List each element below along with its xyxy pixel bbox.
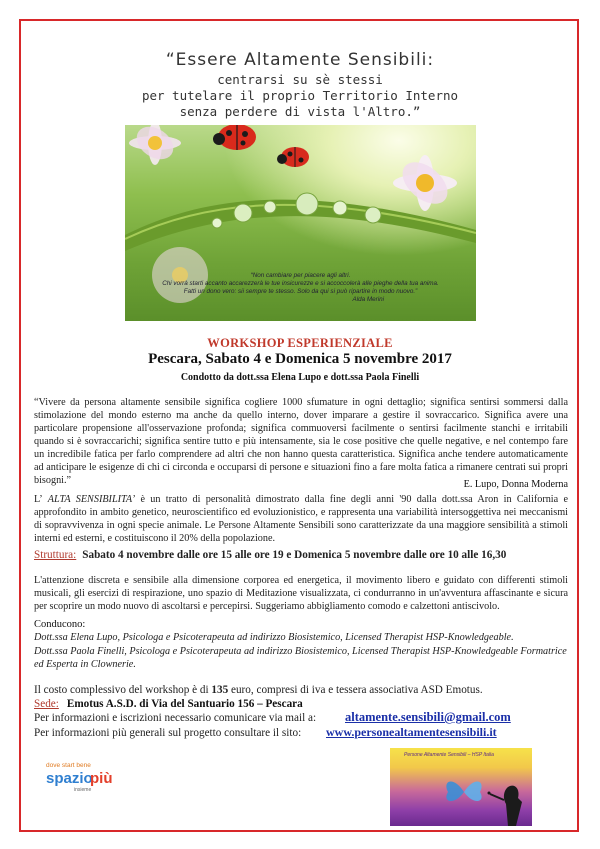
headline-line: per tutelare il proprio Territorio Interno (141, 88, 459, 103)
structure-row (34, 549, 506, 561)
structure-value: Sabato 4 novembre dalle ore 15 alle ore 19 e Domenica 5 novembre dalle ore 10 alle 16,30 (82, 549, 507, 561)
intro-paragraph: “Vivere da persona altamente sensibile significa cogliere 1000 sfumature in ogni dettaglio; significa sentirsi sommersi dalla stimolazione del mondo esterno ma anche da quello interno, dover imparare a gestire il sovraccarico. Significa avere una particolare propensione all'osservazione profonda; significa commuoversi facilmente o sentirsi facilmente stanchi e irritabili quando si è sovraccarichi; significa sentire tutto e più intensamente, sia le cose positive che quelle negative, e nel contempo fare un incredibile fatica per farlo comprendere ad altri che non hanno questa caratteristica. Significa anche tendere automaticamente ad anticipare le esigenze di chi ci circonda e occuparsi di persone e situazioni fino a fare molta fatica a rimanere centrati sui propri bisogni.” (34, 397, 568, 486)
headline-line: senza perdere di vista l'Altro.” (179, 104, 421, 119)
info-email-text: Per informazioni e iscrizioni necessario comunicare via mail a: (34, 712, 317, 724)
conductor-item: Dott.ssa Elena Lupo, Psicologa e Psicoterapeuta ad indirizzo Biosistemico, Licensed Therapist HSP-Knowledgeable. (34, 632, 514, 643)
logo-brand-a: spazio (46, 770, 93, 787)
logo-sub: insieme (74, 787, 92, 793)
info-site-text: Per informazioni più generali sul progetto consultare il sito: (34, 727, 302, 739)
conductors-heading: Conducono: (34, 619, 86, 630)
attention-paragraph: L'attenzione discreta e sensibile alla dimensione corporea ed energetica, il movimento libero e guidato con differenti stimoli musicali, gli esercizi di respirazione, uno spazio di Meditazione visualizzata, ci condurranno in un'avventura affascinante e sicura per scoprire un modo nuovo di ascoltarsi e percepirsi. Suggeriamo abbigliamento comodo e calzettoni antiscivolo. (34, 575, 568, 612)
website-link[interactable]: www.personealtamentesensibili.it (326, 725, 497, 739)
quote-author: Alda Merini (352, 296, 384, 303)
quote-line: Fatti un dono vero: sii sempre te stesso. Solo da qui si può ripartire in modo nuovo.” (183, 288, 418, 295)
quote-line: “Non cambiare per piacere agli altri. (250, 272, 351, 279)
hsp-logo-graphic (390, 748, 532, 826)
photo-quote (125, 272, 476, 304)
headline-line: centrarsi su sè stessi (217, 72, 383, 87)
cost-amount: 135 (211, 684, 229, 696)
alta-prefix: L’ (34, 494, 43, 505)
logo-tagline: dove start bene (46, 762, 91, 769)
spaziopiu-logo-graphic (44, 757, 119, 812)
hsp-italia-logo (390, 748, 532, 826)
hsp-logo-text: Persone Altamente Sensibili – HSP Italia (404, 752, 494, 758)
workshop-date: Pescara, Sabato 4 e Domenica 5 novembre 2017 (148, 351, 452, 367)
alta-sensibilita-paragraph (34, 493, 568, 545)
cost-line (34, 684, 483, 696)
venue-label: Sede: (34, 698, 59, 710)
spaziopiu-logo (44, 757, 119, 812)
headline-title: “Essere Altamente Sensibili: (165, 50, 435, 70)
cost-after: euro, compresi di iva e tessera associativa ASD Emotus. (228, 684, 483, 696)
alta-body: è un tratto di personalità dimostrato dalla fine degli anni '90 dalla dott.ssa Aron in California e approfondito in ambito genetico, neuroscientifico ed evoluzionistico, e rappresenta una variabilità intersoggettiva nei meccanismi di sopravvivenza in ogni specie animale. Le Persone Altamente Sensibili sono caratterizzate da una maggiore sensibilità a stimoli interni ed esterni, e costituiscono il 20% della popolazione. (34, 494, 568, 544)
structure-label: Struttura: (34, 549, 77, 561)
logo-brand-b: più (90, 770, 113, 787)
workshop-title: WORKSHOP ESPERIENZIALE (207, 336, 393, 350)
intro-signature-row (34, 479, 568, 490)
quote-line: Chi vorrà starti accanto accarezzerà le tue insicurezze e si accoccolerà alle pieghe della tua anima. (162, 280, 439, 287)
venue-value: Emotus A.S.D. di Via del Santuario 156 – Pescara (66, 698, 303, 710)
email-link[interactable]: altamente.sensibili@gmail.com (345, 710, 511, 724)
workshop-leaders: Condotto da dott.ssa Elena Lupo e dott.ssa Paola Finelli (180, 372, 420, 383)
ladybug-photo (125, 125, 476, 321)
cost-before: Il costo complessivo del workshop è di (34, 684, 212, 696)
intro-signature: E. Lupo, Donna Moderna (463, 479, 568, 490)
conductor-item: Dott.ssa Paola Finelli, Psicologa e Psicoterapeuta ad indirizzo Biosistemico, Licensed Therapist HSP-Knowledgeable Formatrice ed Esperta in Clownerie. (34, 646, 567, 670)
venue-row (34, 698, 303, 710)
alta-term: ALTA SENSIBILITA’ (42, 494, 136, 505)
